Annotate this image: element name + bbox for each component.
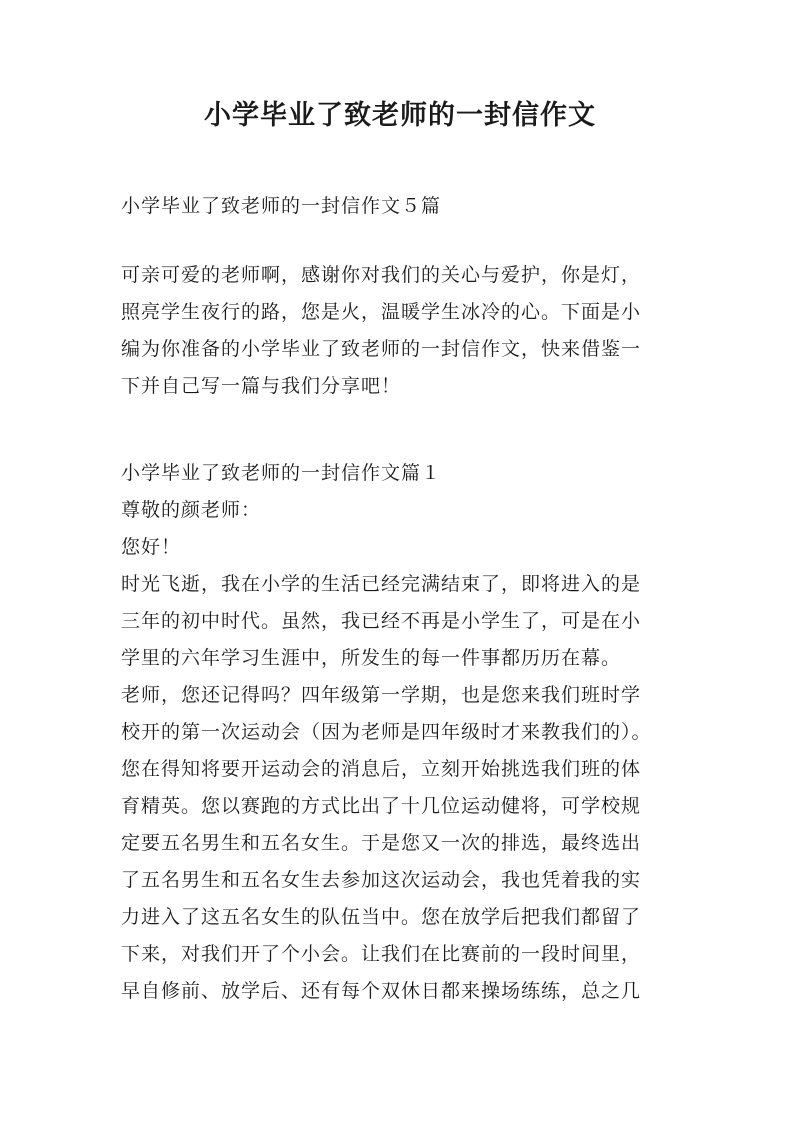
body-line: 三年的初中时代。虽然，我已经不再是小学生了，可是在小 — [121, 610, 642, 632]
body-line: 校开的第一次运动会（因为老师是四年级时才来教我们的）。 — [121, 721, 652, 743]
body-line: 下来，对我们开了个小会。让我们在比赛前的一段时间里， — [121, 943, 642, 965]
body-line: 早自修前、放学后、还有每个双休日都来操场练练，总之几 — [121, 980, 642, 1002]
body-line: 老师，您还记得吗？四年级第一学期，也是您来我们班时学 — [121, 684, 642, 706]
document-title: 小学毕业了致老师的一封信作文 — [204, 100, 596, 131]
intro-line: 编为你准备的小学毕业了致老师的一封信作文，快来借鉴一 — [121, 338, 642, 360]
body-line: 育精英。您以赛跑的方式比出了十几位运动健将，可学校规 — [121, 795, 642, 817]
subtitle-block — [121, 188, 683, 225]
body-line: 定要五名男生和五名女生。于是您又一次的排选，最终选出 — [121, 832, 642, 854]
body-line: 时光飞逝，我在小学的生活已经完满结束了，即将进入的是 — [121, 573, 642, 595]
essay-heading: 小学毕业了致老师的一封信作文篇１ — [121, 462, 442, 484]
document-subtitle: 小学毕业了致老师的一封信作文５篇 — [121, 195, 442, 217]
body-line: 您在得知将要开运动会的消息后，立刻开始挑选我们班的体 — [121, 758, 642, 780]
body-line: 力进入了这五名女生的队伍当中。您在放学后把我们都留了 — [121, 906, 642, 928]
letter-section — [121, 455, 683, 1010]
body-line: 学里的六年学习生涯中，所发生的每一件事都历历在幕。 — [121, 647, 622, 669]
letter-salutation: 尊敬的颜老师： — [121, 499, 262, 521]
intro-line: 照亮学生夜行的路，您是火，温暖学生冰冷的心。下面是小 — [121, 301, 642, 323]
letter-greeting: 您好！ — [121, 536, 182, 558]
intro-paragraph — [121, 257, 683, 405]
intro-line: 可亲可爱的老师啊，感谢你对我们的关心与爱护，你是灯， — [121, 264, 642, 286]
body-line: 了五名男生和五名女生去参加这次运动会，我也凭着我的实 — [121, 869, 642, 891]
intro-line: 下并自己写一篇与我们分享吧！ — [121, 375, 402, 397]
